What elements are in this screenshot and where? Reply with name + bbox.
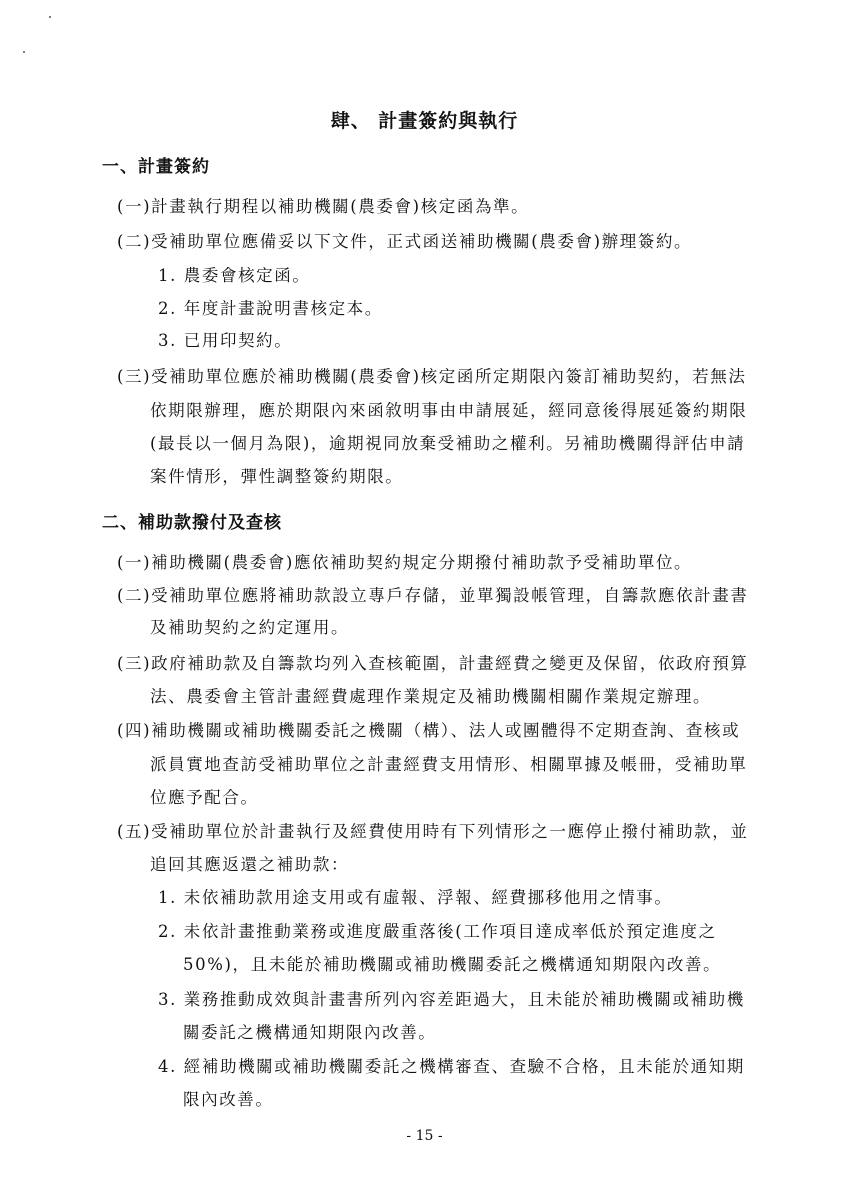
list-item: 1. 農委會核定函。 [158,266,311,285]
paragraph-line: 案件情形，彈性調整簽約期限。 [150,467,404,486]
section-heading: 一、計畫簽約 [102,157,210,177]
list-item: 1. 未依補助款用途支用或有虛報、浮報、經費挪移他用之情事。 [158,888,673,907]
list-item-continuation: 50%)，且未能於補助機關或補助機關委託之機構通知期限內改善。 [183,955,722,974]
section-heading: 二、補助款撥付及查核 [102,513,282,533]
paragraph-line: 追回其應返還之補助款： [150,855,350,874]
list-item: 2. 年度計畫說明書核定本。 [158,299,383,318]
list-item-continuation: 關委託之機構通知期限內改善。 [183,1023,437,1042]
scan-speck [23,51,25,53]
paragraph-line: 及補助契約之約定運用。 [150,618,350,637]
paragraph-line: (一)計畫執行期程以補助機關(農委會)核定函為準。 [117,197,530,216]
paragraph-line: (一)補助機關(農委會)應依補助契約規定分期撥付補助款予受補助單位。 [117,553,693,572]
paragraph-line: 依期限辦理，應於期限內來函敘明事由申請展延，經同意後得展延簽約期限 [150,401,748,420]
paragraph-line: (二)受補助單位應將補助款設立專戶存儲，並單獨設帳管理，自籌款應依計畫書 [117,586,749,605]
page-number: - 15 - [406,1128,443,1144]
paragraph-line: (二)受補助單位應備妥以下文件，正式函送補助機關(農委會)辦理簽約。 [117,232,693,251]
list-item: 4. 經補助機關或補助機關委託之機構審查、查驗不合格，且未能於通知期 [158,1057,745,1076]
scan-speck [49,16,51,18]
paragraph-line: (最長以一個月為限)，逾期視同放棄受補助之權利。另補助機關得評估申請 [150,434,746,453]
page-title: 肆、 計畫簽約與執行 [330,110,519,132]
list-item: 3. 已用印契約。 [158,331,293,350]
list-item: 3. 業務推動成效與計畫書所列內容差距過大，且未能於補助機關或補助機 [158,990,745,1009]
paragraph-line: (四)補助機關或補助機關委託之機關（構）、法人或團體得不定期查詢、查核或 [117,721,741,740]
list-item: 2. 未依計畫推動業務或進度嚴重落後(工作項目達成率低於預定進度之 [158,922,717,941]
paragraph-line: (三)政府補助款及自籌款均列入查核範圍，計畫經費之變更及保留，依政府預算 [117,654,749,673]
list-item-continuation: 限內改善。 [183,1090,274,1109]
paragraph-line: 派員實地查訪受補助單位之計畫經費支用情形、相關單據及帳冊，受補助單 [150,755,748,774]
paragraph-line: 法、農委會主管計畫經費處理作業規定及補助機關相關作業規定辦理。 [150,687,712,706]
paragraph-line: (三)受補助單位應於補助機關(農委會)核定函所定期限內簽訂補助契約，若無法 [117,367,747,386]
paragraph-line: (五)受補助單位於計畫執行及經費使用時有下列情形之一應停止撥付補助款，並 [117,822,749,841]
paragraph-line: 位應予配合。 [150,788,259,807]
